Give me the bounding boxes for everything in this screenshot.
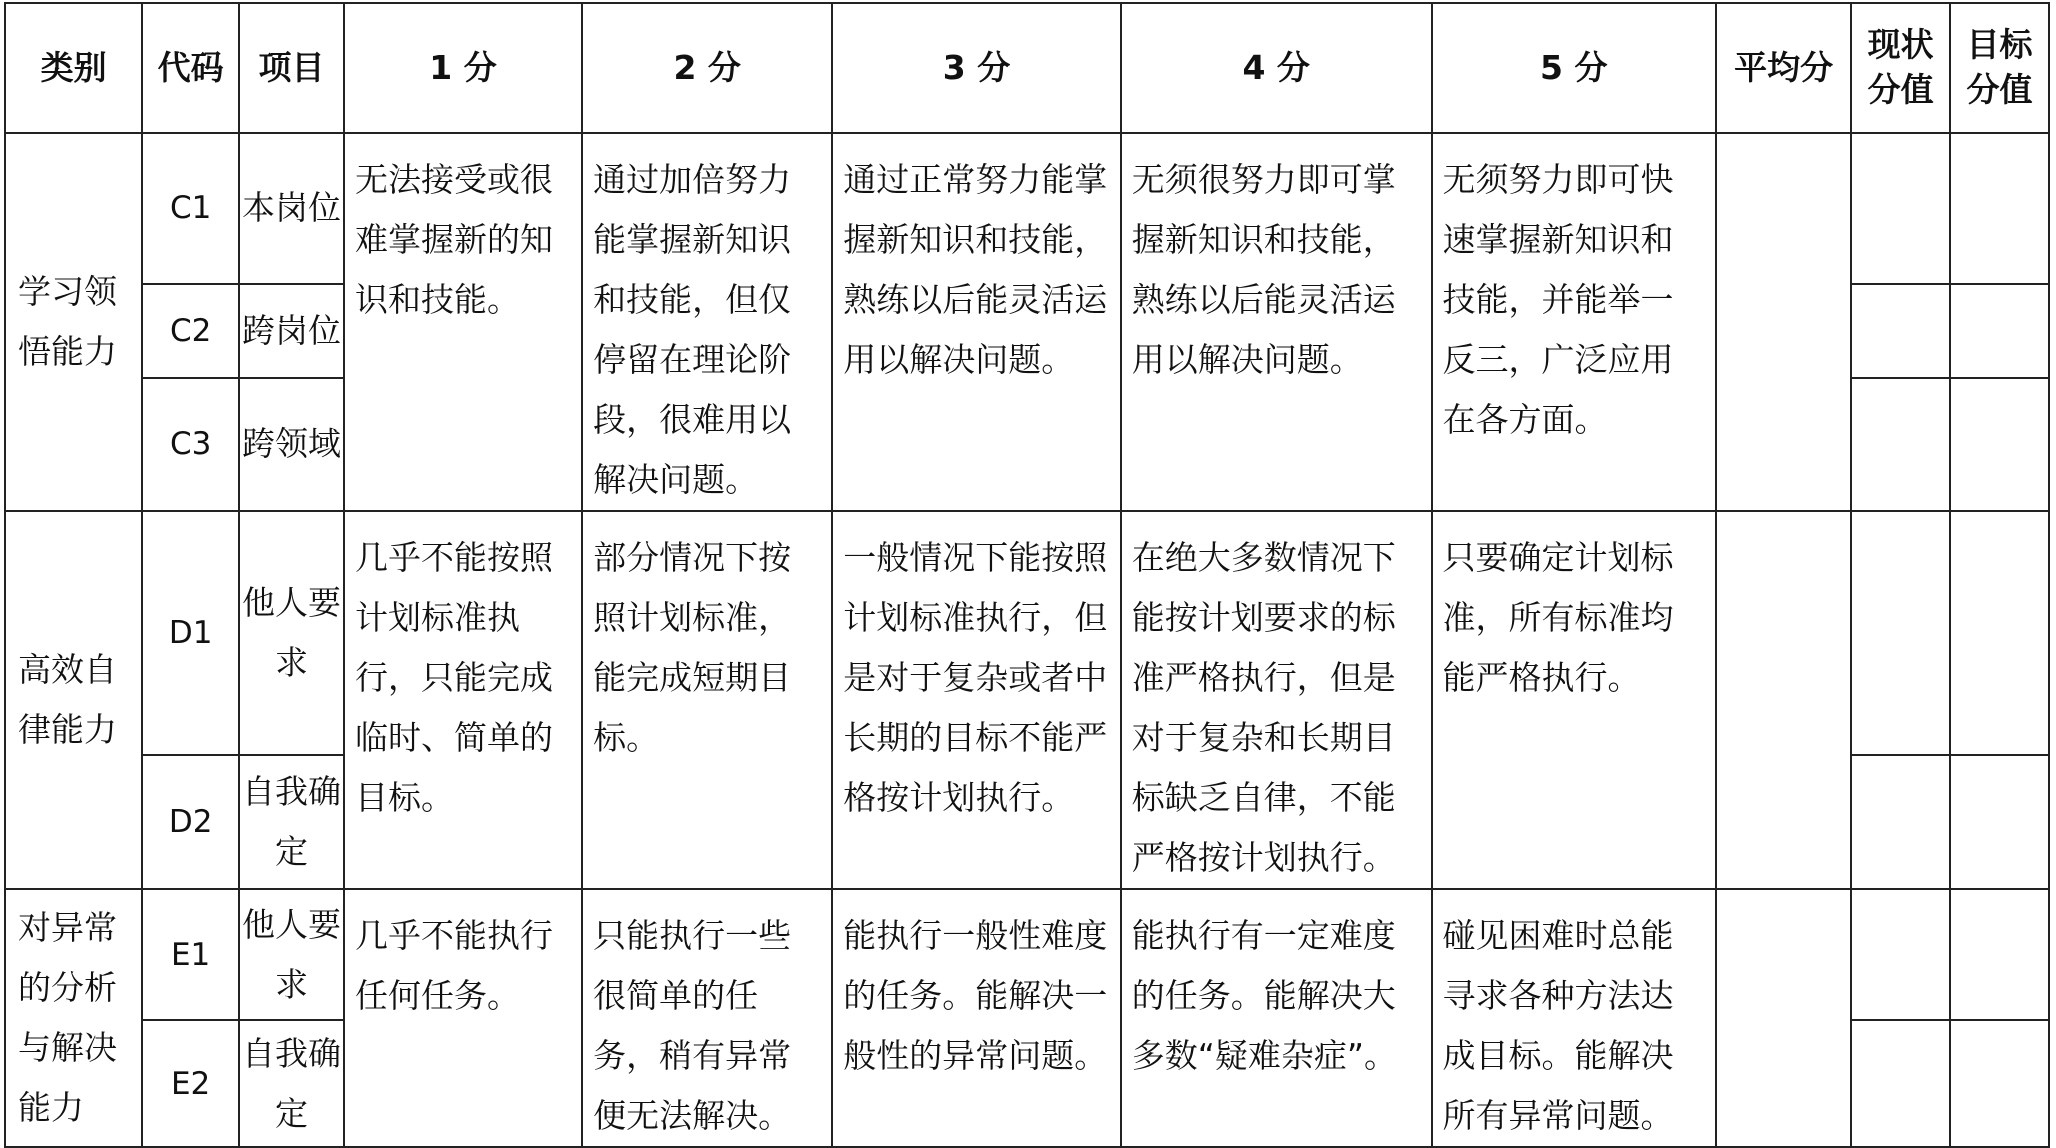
score-5-description: 只要确定计划标准，所有标准均能严格执行。	[1432, 511, 1717, 889]
header-row	[5, 3, 2049, 133]
item-cell: 自我确定	[239, 1020, 344, 1147]
item-cell: 本岗位	[239, 133, 344, 284]
target-score-cell[interactable]	[1950, 133, 2049, 284]
code-cell: D1	[142, 511, 239, 755]
header-current-line2: 分值	[1867, 70, 1934, 109]
header-score-2: 2 分	[582, 3, 832, 133]
score-2-description: 只能执行一些很简单的任务，稍有异常便无法解决。	[582, 889, 832, 1147]
average-score-cell[interactable]	[1716, 511, 1851, 889]
code-cell: C2	[142, 284, 239, 378]
current-score-cell[interactable]	[1851, 511, 1950, 755]
current-score-cell[interactable]	[1851, 284, 1950, 378]
category-cell: 学习领悟能力	[5, 133, 142, 511]
table-row	[5, 889, 2049, 1020]
table-row	[5, 511, 2049, 755]
score-3-description: 一般情况下能按照计划标准执行，但是对于复杂或者中长期的目标不能严格按计划执行。	[832, 511, 1121, 889]
header-current-line1: 现状	[1867, 25, 1934, 65]
target-score-cell[interactable]	[1950, 378, 2049, 511]
category-cell: 对异常的分析与解决能力	[5, 889, 142, 1147]
item-cell: 他人要求	[239, 889, 344, 1020]
item-cell: 他人要求	[239, 511, 344, 755]
score-2-description: 通过加倍努力能掌握新知识和技能，但仅停留在理论阶段，很难用以解决问题。	[582, 133, 832, 511]
score-2-description: 部分情况下按照计划标准，能完成短期目标。	[582, 511, 832, 889]
header-target-score	[1950, 3, 2049, 133]
header-average: 平均分	[1716, 3, 1851, 133]
target-score-cell[interactable]	[1950, 511, 2049, 755]
target-score-cell[interactable]	[1950, 755, 2049, 889]
current-score-cell[interactable]	[1851, 755, 1950, 889]
score-5-description: 碰见困难时总能寻求各种方法达成目标。能解决所有异常问题。	[1432, 889, 1717, 1147]
header-category: 类别	[5, 3, 142, 133]
score-5-description: 无须努力即可快速掌握新知识和技能，并能举一反三，广泛应用在各方面。	[1432, 133, 1717, 511]
header-target-line1: 目标	[1966, 25, 2033, 65]
score-4-description: 在绝大多数情况下能按计划要求的标准严格执行，但是对于复杂和长期目标缺乏自律，不能严格按计划执行。	[1121, 511, 1432, 889]
code-cell: E2	[142, 1020, 239, 1147]
header-target-line2: 分值	[1966, 70, 2033, 109]
header-current-score	[1851, 3, 1950, 133]
header-score-3: 3 分	[832, 3, 1121, 133]
header-code: 代码	[142, 3, 239, 133]
ability-rating-table	[4, 2, 2050, 1148]
code-cell: D2	[142, 755, 239, 889]
average-score-cell[interactable]	[1716, 133, 1851, 511]
code-cell: C1	[142, 133, 239, 284]
code-cell: E1	[142, 889, 239, 1020]
item-cell: 自我确定	[239, 755, 344, 889]
score-3-description: 通过正常努力能掌握新知识和技能，熟练以后能灵活运用以解决问题。	[832, 133, 1121, 511]
header-score-1: 1 分	[344, 3, 582, 133]
header-score-5: 5 分	[1432, 3, 1717, 133]
item-cell: 跨岗位	[239, 284, 344, 378]
score-1-description: 无法接受或很难掌握新的知识和技能。	[344, 133, 582, 511]
category-cell: 高效自律能力	[5, 511, 142, 889]
score-1-description: 几乎不能按照计划标准执行，只能完成临时、简单的目标。	[344, 511, 582, 889]
item-cell: 跨领域	[239, 378, 344, 511]
current-score-cell[interactable]	[1851, 1020, 1950, 1147]
header-score-4: 4 分	[1121, 3, 1432, 133]
average-score-cell[interactable]	[1716, 889, 1851, 1147]
score-1-description: 几乎不能执行任何任务。	[344, 889, 582, 1147]
score-4-description: 能执行有一定难度的任务。能解决大多数“疑难杂症”。	[1121, 889, 1432, 1147]
current-score-cell[interactable]	[1851, 378, 1950, 511]
code-cell: C3	[142, 378, 239, 511]
current-score-cell[interactable]	[1851, 133, 1950, 284]
target-score-cell[interactable]	[1950, 1020, 2049, 1147]
target-score-cell[interactable]	[1950, 889, 2049, 1020]
header-item: 项目	[239, 3, 344, 133]
current-score-cell[interactable]	[1851, 889, 1950, 1020]
score-4-description: 无须很努力即可掌握新知识和技能，熟练以后能灵活运用以解决问题。	[1121, 133, 1432, 511]
score-3-description: 能执行一般性难度的任务。能解决一般性的异常问题。	[832, 889, 1121, 1147]
target-score-cell[interactable]	[1950, 284, 2049, 378]
table-row	[5, 133, 2049, 284]
